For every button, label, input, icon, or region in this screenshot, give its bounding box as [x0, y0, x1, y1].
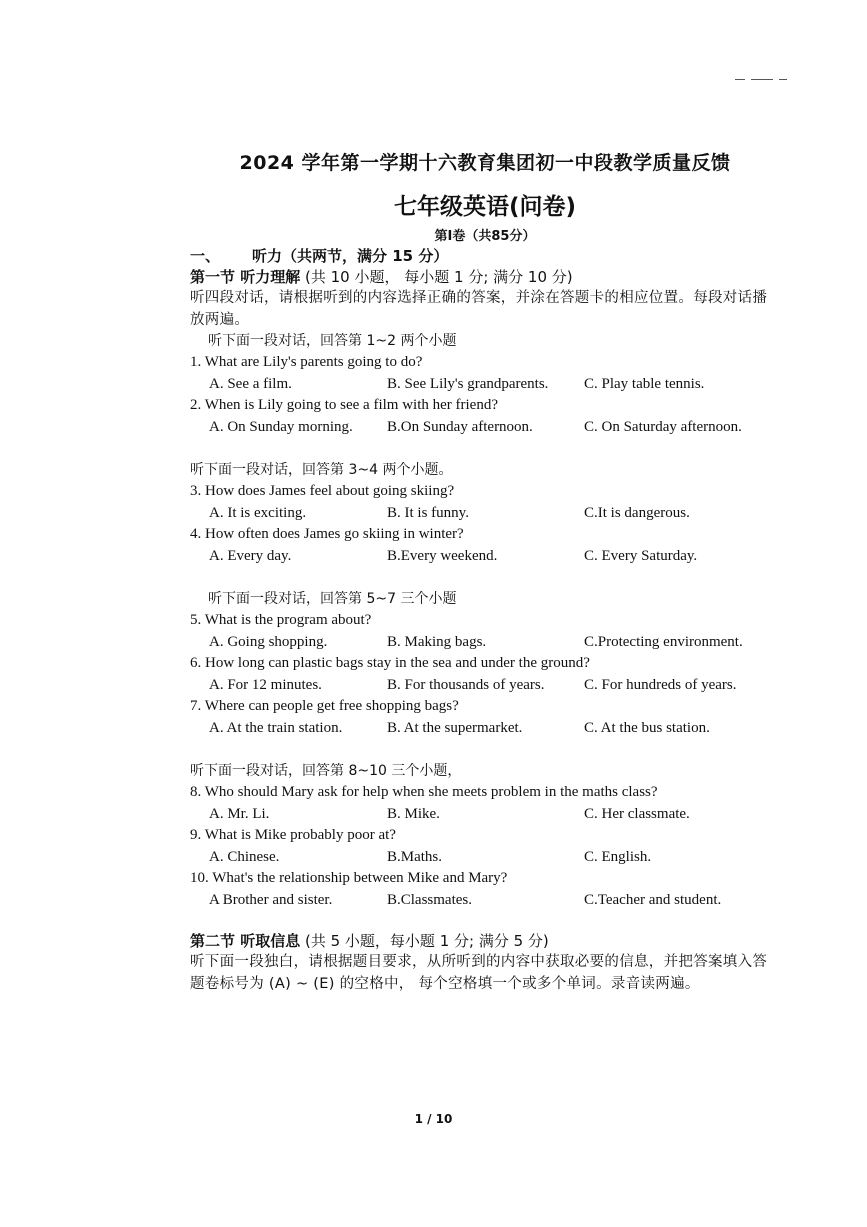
option-c: C.Teacher and student.	[584, 891, 722, 908]
options-row	[190, 374, 780, 396]
option-a: A. Going shopping.	[209, 633, 328, 650]
section2-title: 第二节 听取信息	[190, 932, 301, 950]
option-b: B.Classmates.	[387, 891, 472, 908]
exam-subtitle: 七年级英语(问卷)	[393, 194, 577, 220]
options-row	[190, 503, 780, 525]
option-b: B. Mike.	[387, 805, 440, 822]
options-row	[190, 847, 780, 869]
option-c: C.It is dangerous.	[584, 504, 690, 521]
section1-title: 第一节 听力理解	[190, 268, 301, 286]
options-row	[190, 804, 780, 826]
section2-instructions: 听下面一段独白，请根据题目要求，从所听到的内容中获取必要的信息，并把答案填入答 题卷标号为 (A) ~ (E) 的空格中， 每个空格填一个或多个单词。录音读两遍。	[190, 954, 768, 992]
option-b: B. It is funny.	[387, 504, 469, 521]
options-row	[190, 546, 780, 568]
option-c: C. English.	[584, 848, 652, 865]
part-number: 一、	[190, 247, 221, 265]
option-c: C. Play table tennis.	[584, 375, 705, 392]
question: 1. What are Lily's parents going to do?	[190, 354, 423, 370]
option-a: A. See a film.	[209, 375, 292, 392]
option-c: C. For hundreds of years.	[584, 676, 737, 693]
option-b: B. At the supermarket.	[387, 719, 523, 736]
option-b: B.Maths.	[387, 848, 443, 865]
part-heading	[190, 246, 780, 267]
options-row	[190, 718, 780, 740]
options-row	[190, 890, 780, 912]
options-row	[190, 632, 780, 654]
question: 9. What is Mike probably poor at?	[190, 827, 396, 843]
question: 5. What is the program about?	[190, 612, 372, 628]
options-row	[190, 417, 780, 439]
option-c: C.Protecting environment.	[584, 633, 743, 650]
option-a: A Brother and sister.	[209, 891, 333, 908]
option-a: A. At the train station.	[209, 719, 343, 736]
group-intro: 听下面一段对话，回答第 8~10 三个小题，	[190, 763, 462, 779]
option-b: B. Making bags.	[387, 633, 487, 650]
option-a: A. Chinese.	[209, 848, 280, 865]
page-number: 1 / 10	[414, 1112, 453, 1126]
section1-detail: (共 10 小题， 每小题 1 分; 满分 10 分)	[300, 268, 573, 286]
option-a: A. Every day.	[209, 547, 292, 564]
question: 10. What's the relationship between Mike and Mary?	[190, 870, 508, 886]
exam-page	[190, 148, 780, 995]
part-title: 听力（共两节，满分 15 分）	[252, 247, 449, 265]
option-b: B.On Sunday afternoon.	[387, 418, 533, 435]
group-intro: 听下面一段对话，回答第 5~7 三个小题	[208, 591, 457, 607]
option-b: B.Every weekend.	[387, 547, 498, 564]
option-c: C. Her classmate.	[584, 805, 690, 822]
volume-label: 第Ⅰ卷（共85分）	[434, 229, 536, 244]
option-a: A. Mr. Li.	[209, 805, 270, 822]
question: 8. Who should Mary ask for help when she meets problem in the maths class?	[190, 784, 658, 800]
section2-detail: (共 5 小题，每小题 1 分; 满分 5 分)	[300, 932, 549, 950]
option-b: B. For thousands of years.	[387, 676, 545, 693]
option-c: C. At the bus station.	[584, 719, 710, 736]
question: 7. Where can people get free shopping bags?	[190, 698, 459, 714]
question: 2. When is Lily going to see a film with her friend?	[190, 397, 498, 413]
section1-heading	[190, 267, 780, 288]
option-c: C. Every Saturday.	[584, 547, 698, 564]
option-a: A. It is exciting.	[209, 504, 307, 521]
section2-heading	[190, 931, 780, 952]
question: 6. How long can plastic bags stay in the sea and under the ground?	[190, 655, 590, 671]
section1-instructions: 听四段对话，请根据听到的内容选择正确的答案，并涂在答题卡的相应位置。每段对话播放两遍。	[190, 290, 768, 328]
option-a: A. For 12 minutes.	[209, 676, 322, 693]
scan-mark	[735, 70, 815, 76]
option-c: C. On Saturday afternoon.	[584, 418, 742, 435]
option-b: B. See Lily's grandparents.	[387, 375, 549, 392]
exam-title: 2024 学年第一学期十六教育集团初一中段教学质量反馈	[239, 152, 731, 174]
question: 4. How often does James go skiing in winter?	[190, 526, 464, 542]
question: 3. How does James feel about going skiing?	[190, 483, 455, 499]
group-intro: 听下面一段对话，回答第 1~2 两个小题	[208, 333, 457, 349]
group-intro: 听下面一段对话，回答第 3~4 两个小题。	[190, 462, 453, 478]
options-row	[190, 675, 780, 697]
option-a: A. On Sunday morning.	[209, 418, 353, 435]
